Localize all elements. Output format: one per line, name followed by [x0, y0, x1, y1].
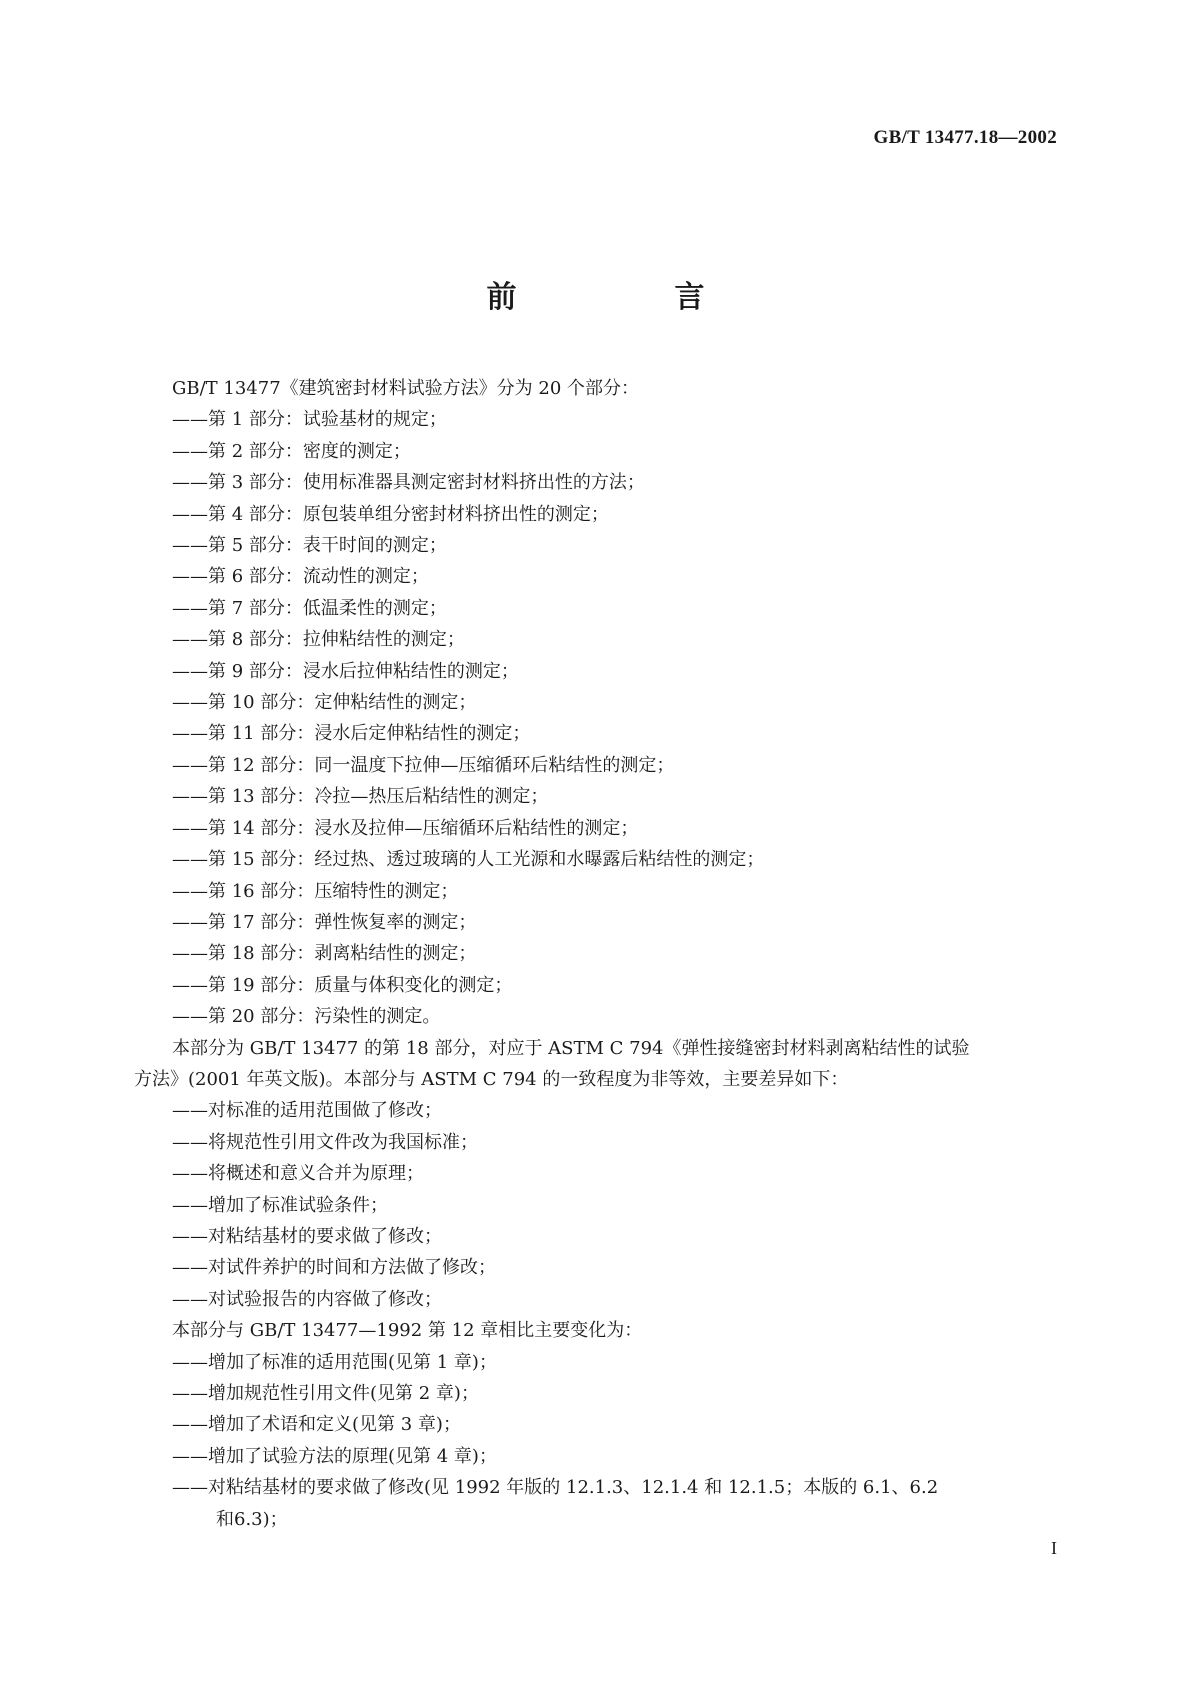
- changes-intro: 本部分与 GB/T 13477—1992 第 12 章相比主要变化为：: [172, 1320, 643, 1342]
- part-item-14: ——第 14 部分：浸水及拉伸—压缩循环后粘结性的测定；: [172, 817, 639, 839]
- part-item-17: ——第 17 部分：弹性恢复率的测定；: [172, 911, 477, 933]
- part-item-20: ——第 20 部分：污染性的测定。: [172, 1006, 441, 1028]
- part-item-19: ——第 19 部分：质量与体积变化的测定；: [172, 974, 513, 996]
- change-item-5: ——对粘结基材的要求做了修改(见 1992 年版的 12.1.3、12.1.4 和 12.1.5；本版的 6.1、6.2: [172, 1477, 939, 1499]
- difference-item-7: ——对试验报告的内容做了修改；: [172, 1288, 442, 1310]
- change-item-3: ——增加了术语和定义(见第 3 章)；: [172, 1414, 461, 1436]
- part-item-5: ——第 5 部分：表干时间的测定；: [172, 535, 447, 557]
- part-item-4: ——第 4 部分：原包装单组分密封材料挤出性的测定；: [172, 503, 609, 525]
- difference-item-3: ——将概述和意义合并为原理；: [172, 1163, 424, 1185]
- part-item-9: ——第 9 部分：浸水后拉伸粘结性的测定；: [172, 660, 519, 682]
- part-item-7: ——第 7 部分：低温柔性的测定；: [172, 597, 447, 619]
- correspondence-line-1: 本部分为 GB/T 13477 的第 18 部分，对应于 ASTM C 794《弹性接缝密封材料剥离粘结性的试验: [172, 1037, 970, 1059]
- difference-item-1: ——对标准的适用范围做了修改；: [172, 1100, 442, 1122]
- part-item-2: ——第 2 部分：密度的测定；: [172, 440, 411, 462]
- part-item-3: ——第 3 部分：使用标准器具测定密封材料挤出性的方法；: [172, 472, 645, 494]
- part-item-13: ——第 13 部分：冷拉—热压后粘结性的测定；: [172, 786, 549, 808]
- page-title: 前 言: [486, 280, 769, 315]
- difference-item-6: ——对试件养护的时间和方法做了修改；: [172, 1257, 496, 1279]
- change-item-1: ——增加了标准的适用范围(见第 1 章)；: [172, 1351, 497, 1373]
- part-item-12: ——第 12 部分：同一温度下拉伸—压缩循环后粘结性的测定；: [172, 754, 675, 776]
- standard-number: GB/T 13477.18—2002: [873, 127, 1057, 148]
- change-item-2: ——增加规范性引用文件(见第 2 章)；: [172, 1383, 479, 1404]
- part-item-16: ——第 16 部分：压缩特性的测定；: [172, 880, 459, 902]
- page-number: I: [1051, 1538, 1057, 1558]
- difference-item-4: ——增加了标准试验条件；: [172, 1194, 388, 1216]
- change-item-4: ——增加了试验方法的原理(见第 4 章)；: [172, 1445, 497, 1467]
- part-item-1: ——第 1 部分：试验基材的规定；: [172, 409, 447, 431]
- difference-item-2: ——将规范性引用文件改为我国标准；: [172, 1131, 478, 1153]
- foreword-body: [134, 373, 1058, 1535]
- part-item-8: ——第 8 部分：拉伸粘结性的测定；: [172, 629, 465, 651]
- part-item-11: ——第 11 部分：浸水后定伸粘结性的测定；: [172, 723, 531, 745]
- part-item-18: ——第 18 部分：剥离粘结性的测定；: [172, 943, 477, 965]
- part-item-10: ——第 10 部分：定伸粘结性的测定；: [172, 692, 477, 714]
- correspondence-line-2: 方法》(2001 年英文版)。本部分与 ASTM C 794 的一致程度为非等效，主要差异如下：: [134, 1068, 849, 1090]
- intro-paragraph: GB/T 13477《建筑密封材料试验方法》分为 20 个部分：: [172, 378, 640, 399]
- part-item-6: ——第 6 部分：流动性的测定；: [172, 566, 429, 588]
- part-item-15: ——第 15 部分：经过热、透过玻璃的人工光源和水曝露后粘结性的测定；: [172, 849, 765, 871]
- change-item-5-continuation: 和6.3)；: [216, 1508, 288, 1530]
- difference-item-5: ——对粘结基材的要求做了修改；: [172, 1225, 442, 1247]
